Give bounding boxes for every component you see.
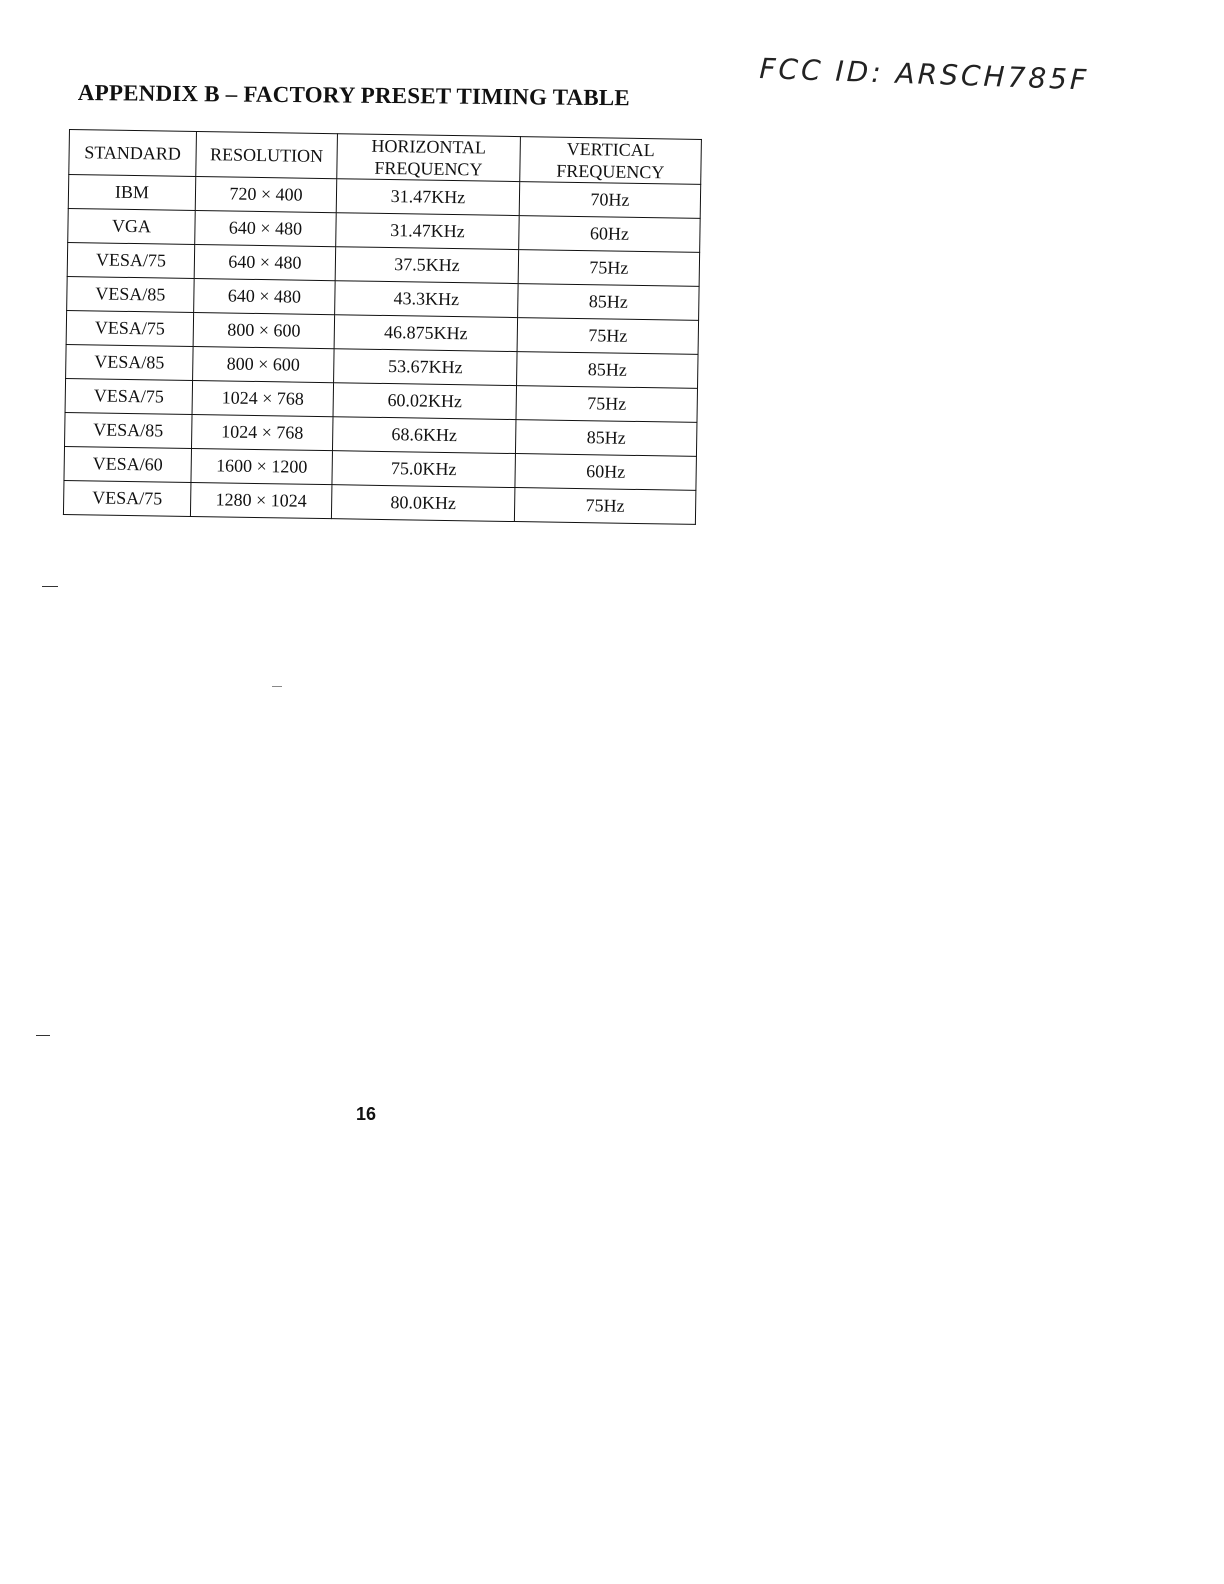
cell-horizontal-frequency: 43.3KHz bbox=[335, 281, 519, 318]
cell-standard: VESA/75 bbox=[63, 480, 191, 516]
cell-resolution: 640 × 480 bbox=[194, 244, 336, 280]
cell-vertical-frequency: 85Hz bbox=[515, 420, 697, 457]
cell-resolution: 640 × 480 bbox=[194, 278, 336, 314]
cell-vertical-frequency: 85Hz bbox=[517, 352, 699, 389]
scan-speck bbox=[36, 1035, 50, 1036]
page-title: APPENDIX B – FACTORY PRESET TIMING TABLE bbox=[77, 80, 631, 111]
cell-horizontal-frequency: 37.5KHz bbox=[335, 247, 519, 284]
cell-vertical-frequency: 75Hz bbox=[517, 318, 699, 355]
scan-speck bbox=[42, 586, 58, 587]
cell-vertical-frequency: 75Hz bbox=[516, 386, 698, 423]
handwritten-fcc-id: FCC ID: ARSCH785F bbox=[758, 52, 1090, 97]
cell-standard: VESA/85 bbox=[65, 412, 193, 448]
cell-standard: VESA/75 bbox=[66, 310, 194, 346]
column-header-resolution: RESOLUTION bbox=[196, 132, 338, 179]
cell-horizontal-frequency: 80.0KHz bbox=[331, 485, 515, 522]
cell-resolution: 1024 × 768 bbox=[191, 414, 333, 450]
cell-horizontal-frequency: 60.02KHz bbox=[333, 383, 517, 420]
cell-horizontal-frequency: 53.67KHz bbox=[334, 349, 518, 386]
cell-vertical-frequency: 75Hz bbox=[518, 250, 700, 287]
cell-resolution: 800 × 600 bbox=[193, 346, 335, 382]
cell-horizontal-frequency: 46.875KHz bbox=[334, 315, 518, 352]
cell-vertical-frequency: 85Hz bbox=[518, 284, 700, 321]
cell-standard: VESA/85 bbox=[66, 344, 194, 380]
cell-horizontal-frequency: 75.0KHz bbox=[332, 451, 516, 488]
cell-vertical-frequency: 60Hz bbox=[515, 454, 697, 491]
timing-table bbox=[63, 129, 702, 525]
cell-resolution: 800 × 600 bbox=[193, 312, 335, 348]
column-header-vertical-frequency: VERTICAL FREQUENCY bbox=[520, 137, 702, 185]
scan-speck bbox=[272, 686, 282, 687]
cell-standard: VESA/85 bbox=[67, 276, 195, 312]
cell-standard: VESA/75 bbox=[65, 378, 193, 414]
cell-resolution: 720 × 400 bbox=[195, 176, 337, 212]
cell-standard: VGA bbox=[68, 208, 196, 244]
column-header-horizontal-frequency: HORIZONTAL FREQUENCY bbox=[337, 134, 521, 182]
cell-standard: VESA/75 bbox=[67, 242, 195, 278]
column-header-standard: STANDARD bbox=[69, 130, 197, 177]
cell-standard: VESA/60 bbox=[64, 446, 192, 482]
cell-vertical-frequency: 60Hz bbox=[519, 216, 701, 253]
timing-table-wrapper bbox=[63, 129, 702, 525]
cell-resolution: 640 × 480 bbox=[195, 210, 337, 246]
cell-horizontal-frequency: 68.6KHz bbox=[332, 417, 516, 454]
cell-resolution: 1280 × 1024 bbox=[190, 482, 332, 518]
cell-resolution: 1024 × 768 bbox=[192, 380, 334, 416]
cell-vertical-frequency: 70Hz bbox=[519, 182, 701, 219]
cell-standard: IBM bbox=[68, 175, 196, 211]
cell-horizontal-frequency: 31.47KHz bbox=[336, 213, 520, 250]
cell-resolution: 1600 × 1200 bbox=[191, 448, 333, 484]
cell-vertical-frequency: 75Hz bbox=[514, 488, 696, 525]
cell-horizontal-frequency: 31.47KHz bbox=[336, 179, 520, 216]
page-number: 16 bbox=[356, 1104, 377, 1124]
